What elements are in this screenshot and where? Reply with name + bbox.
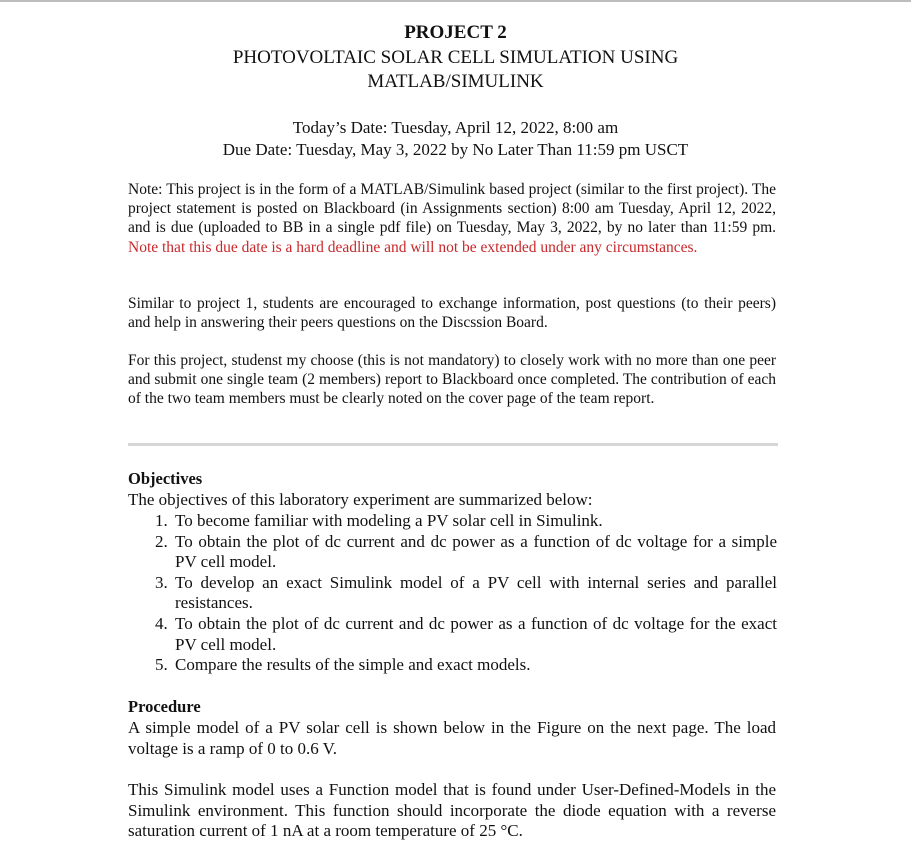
list-item bbox=[155, 614, 777, 655]
item-number: 1. bbox=[155, 511, 168, 530]
list-item bbox=[155, 511, 777, 532]
list-item bbox=[155, 573, 777, 614]
top-border bbox=[0, 0, 911, 2]
objectives-heading: Objectives bbox=[128, 469, 203, 488]
item-text: To develop an exact Simulink model of a PV cell with internal series and parallel resistances. bbox=[175, 572, 777, 613]
team-paragraph: For this project, studenst my choose (this is not mandatory) to closely work with no more than one peer and submit one single team (2 members) report to Blackboard once completed. The contribution of each of the two team members must be clearly noted on the cover page of the team report. bbox=[128, 352, 776, 408]
procedure-paragraph-1: A simple model of a PV solar cell is shown below in the Figure on the next page. The load voltage is a ramp of 0 to 0.6 V. bbox=[128, 718, 776, 758]
list-item bbox=[155, 532, 777, 573]
note-text: Note: This project is in the form of a MATLAB/Simulink based project (similar to the first project). The project statement is posted on Blackboard (in Assignments section) 8:00 am Tuesday, April 12, 2022, and is due (uploaded to BB in a single pdf file) on Tuesday, May 3, 2022, by no later than 11:59 pm. bbox=[128, 181, 776, 237]
todays-date: Today’s Date: Tuesday, April 12, 2022, 8:00 am bbox=[292, 118, 619, 137]
project-number: PROJECT 2 bbox=[404, 22, 507, 43]
project-title-line1: PHOTOVOLTAIC SOLAR CELL SIMULATION USING bbox=[232, 47, 679, 68]
item-text: Compare the results of the simple and exact models. bbox=[175, 655, 531, 675]
item-number: 3. bbox=[155, 572, 168, 592]
due-date: Due Date: Tuesday, May 3, 2022 by No Later Than 11:59 pm USCT bbox=[222, 140, 689, 159]
item-number: 2. bbox=[155, 531, 168, 551]
section-divider bbox=[128, 443, 778, 446]
procedure-heading: Procedure bbox=[128, 697, 201, 716]
item-text: To obtain the plot of dc current and dc power as a function of dc voltage for the exact PV cell model. bbox=[175, 613, 777, 654]
procedure-paragraph-2: This Simulink model uses a Function model that is found under User-Defined-Models in the Simulink environment. This function should incorporate the diode equation with a reverse saturation current of 1 nA at a room temperature of 25 °C. bbox=[128, 780, 776, 841]
item-text: To become familiar with modeling a PV solar cell in Simulink. bbox=[175, 511, 603, 530]
objectives-intro: The objectives of this laboratory experiment are summarized below: bbox=[128, 490, 593, 509]
list-item bbox=[155, 655, 777, 676]
item-number: 4. bbox=[155, 613, 168, 633]
deadline-warning: Note that this due date is a hard deadline and will not be extended under any circumstances. bbox=[128, 238, 698, 256]
objectives-list bbox=[155, 511, 777, 676]
collaboration-paragraph: Similar to project 1, students are encouraged to exchange information, post questions (to their peers) and help in answering their peers questions on the Discssion Board. bbox=[128, 295, 776, 332]
project-title-line2: MATLAB/SIMULINK bbox=[367, 71, 544, 92]
note-paragraph bbox=[128, 180, 776, 257]
item-number: 5. bbox=[155, 655, 168, 675]
item-text: To obtain the plot of dc current and dc power as a function of dc voltage for a simple PV cell model. bbox=[175, 531, 777, 572]
